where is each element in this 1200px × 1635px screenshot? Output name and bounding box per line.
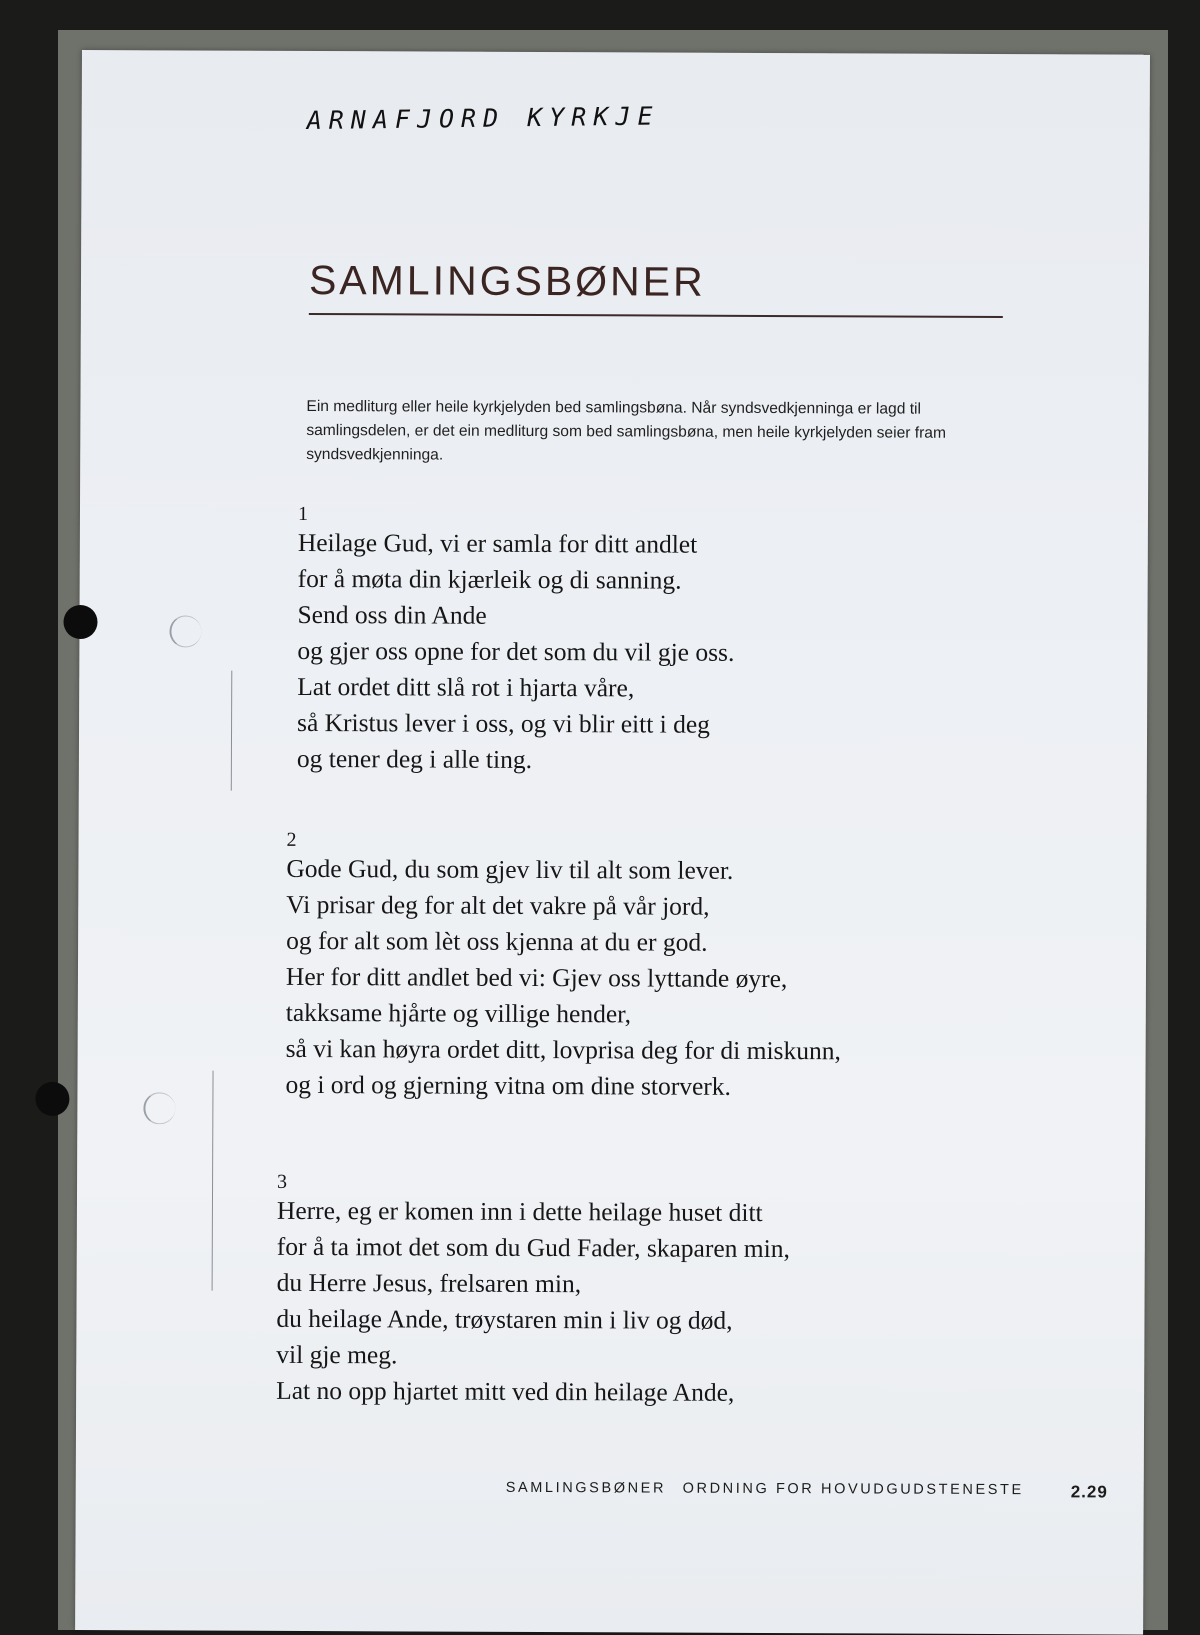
footer-section: SAMLINGSBØNER [505,1479,667,1497]
prayer-3 [276,1171,790,1411]
reinforcement-ring [143,1092,175,1124]
page-number: 2.29 [1070,1482,1108,1502]
page-footer [505,1479,1126,1502]
prayer-2 [285,829,841,1105]
document-page [75,50,1150,1635]
prayer-number: 1 [297,502,309,525]
prayer-number: 2 [286,828,297,851]
footer-book-title: ORDNING FOR HOVUDGUDSTENESTE [682,1480,1024,1499]
punch-hole [35,1082,69,1116]
prayer-text: Gode Gud, du som gjev liv til alt som lever. Vi prisar deg for alt det vakre på vår jord, og for alt som lèt oss kjenna at du er god. Her for ditt andlet bed vi: Gjev oss lyttande øyre, takksame hjårte og villige hender, så vi kan høyra ordet ditt, lovprisa deg for di miskunn, og i ord og gjerning vitna om dine storverk. [285,853,841,1101]
prayer-1 [297,503,735,779]
prayer-text: Heilage Gud, vi er samla for ditt andlet for å møta din kjærleik og di sanning. Send oss din Ande og gjer oss opne for det som du vil gje oss. Lat ordet ditt slå rot i hjarta våre, så Kristus lever i oss, og vi blir eitt i deg og tener deg i alle ting. [296,527,735,774]
sleeve-crease [231,671,233,791]
handwritten-note: ARNAFJORD KYRKJE [306,101,660,136]
prayer-text: Herre, eg er komen inn i dette heilage huset ditt for å ta imot det som du Gud Fader, skaparen min, du Herre Jesus, frelsaren min, du heilage Ande, trøystaren min i liv og død, vil gje meg. Lat no opp hjartet mitt ved din heilage Ande, [276,1195,790,1407]
sleeve-crease [212,1071,214,1291]
reinforcement-ring [169,615,201,647]
punch-hole [63,605,97,639]
page-title: SAMLINGSBØNER [308,256,706,305]
title-underline [309,313,1003,318]
instructions-text: Ein medliturg eller heile kyrkjelyden bed samlingsbøna. Når syndsvedkjenninga er lagd til samlingsdelen, er det ein medliturg som bed samlingsbøna, men heile kyrkjelyden seier fram syndsvedkjenninga. [306,397,947,464]
prayer-number: 3 [277,1170,288,1193]
